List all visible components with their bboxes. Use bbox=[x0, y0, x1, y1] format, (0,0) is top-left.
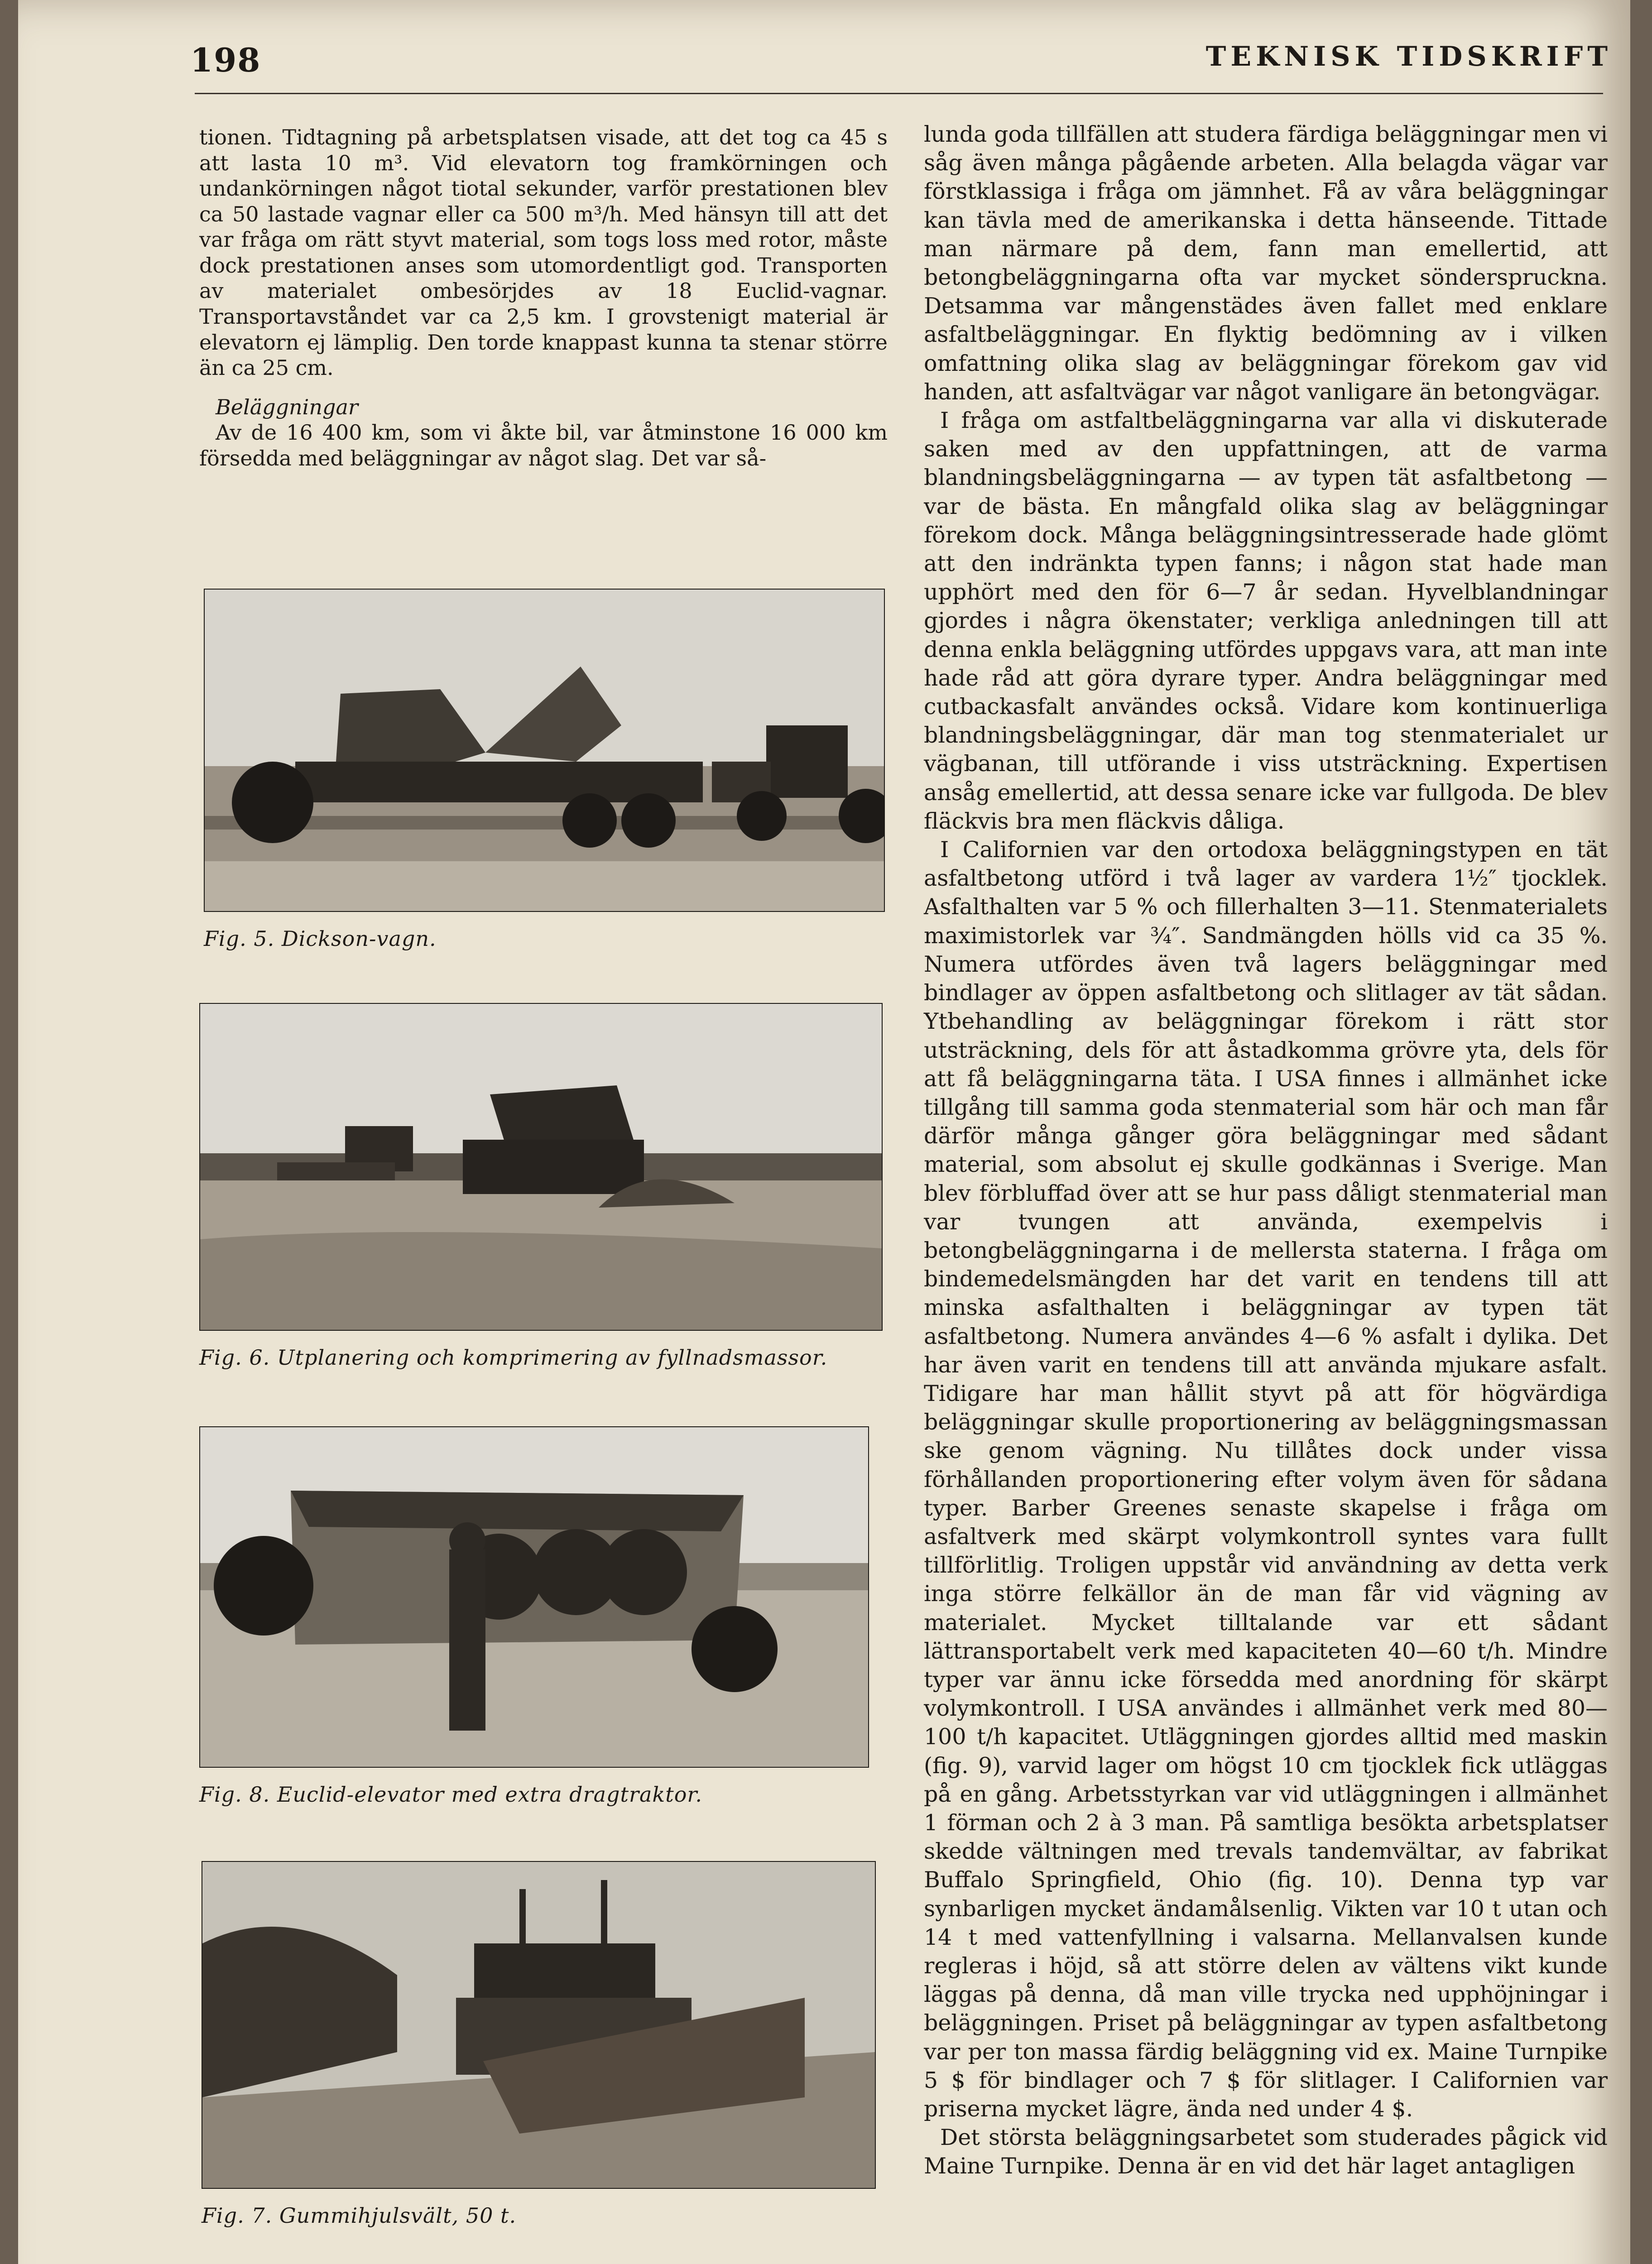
figure-8-photo bbox=[199, 1426, 869, 1768]
header-rule bbox=[195, 93, 1603, 94]
euclid-elevator-illustration bbox=[200, 1427, 868, 1767]
right-column bbox=[924, 120, 1608, 2181]
figure-6 bbox=[199, 1003, 883, 1370]
dickson-wagon-illustration bbox=[205, 590, 884, 911]
figure-5-caption: Fig. 5. Dickson-vagn. bbox=[204, 926, 437, 951]
figure-7 bbox=[202, 1861, 876, 2228]
right-paragraph-3: I Californien var den ortodoxa beläggningstypen en tät asfaltbetong utförd i två lager av vardera 1½″ tjocklek. Asfalthalten var 5 % och fillerhalten 3—11. Stenmaterialets maximistorlek var ¾″. Sandmängden hölls vid ca 35 %. Numera utfördes även två lagers beläggningar med bindlager av öppen asfaltbetong och slitlager av tät sådan. Ytbehandling av beläggningar förekom i rätt stor utsträckning, dels för att åstadkomma grövre yta, dels för att få beläggningarna täta. I USA finnes i allmänhet icke tillgång till samma goda stenmaterial som här och man får därför många gånger göra beläggningar med sådant material, som absolut ej skulle godkännas i Sverige. Man blev förbluffad över att se hur pass dåligt stenmaterial man var tvungen att använda, exempelvis i betongbeläggningarna i de mellersta staterna. I fråga om bindemedelsmängden har det varit en tendens till att minska asfalthalten i beläggningar av typen tät asfaltbetong. Numera användes 4—6 % asfalt i dylika. Det har även varit en tendens till att använda mjukare asfalt. Tidigare har man hållit styvt på att för högvärdiga beläggningar skulle proportionering av beläggningsmassan ske genom vägning. Nu tillåtes dock under vissa förhållanden proportionering efter volym även för sådana typer. Barber Greenes senaste skapelse i fråga om asfaltverk med skärpt volymkontroll syntes vara fullt tillförlitlig. Troligen uppstår vid användning av detta verk inga större felkällor än de man får vid vägning av materialet. Mycket tilltalande var ett sådant lättransportabelt verk med kapaciteten 40—60 t/h. Mindre typer var ännu icke försedda med anordning för skärpt volymkontroll. I USA användes i allmänhet verk med 80—100 t/h kapacitet. Utläggningen gjordes alltid med maskin (fig. 9), varvid lager om högst 10 cm tjocklek fick utläggas på en gång. Arbetsstyrkan var vid utläggningen i allmänhet 1 förman och 2 à 3 man. På samtliga besökta arbetsplatser skedde vältningen med trevals tandemvältar, av fabrikat Buffalo Springfield, Ohio (fig. 10). Denna typ var synbarligen mycket ändamålsenlig. Vikten var 10 t utan och 14 t med vattenfyllning i valsarna. Mellanvalsen kunde regleras i höjd, så att större delen av vältens vikt kunde läggas på denna, då man ville trycka ned upphöjningar i beläggningen. Priset på beläggningar av typen asfaltbetong var per ton massa färdig beläggning vid ex. Maine Turnpike 5 $ för bindlager och 7 $ för slitlager. I Californien var priserna mycket lägre, ända ned under 4 $. bbox=[924, 837, 1608, 2122]
figure-8 bbox=[199, 1426, 869, 1807]
left-paragraph-2: Av de 16 400 km, som vi åkte bil, var åtminstone 16 000 km försedda med beläggningar av något slag. Det var så- bbox=[199, 420, 888, 470]
figure-7-caption: Fig. 7. Gummihjulsvält, 50 t. bbox=[202, 2203, 517, 2228]
right-paragraph-2: I fråga om astfaltbeläggningarna var alla vi diskuterade saken med av den uppfattningen, att de varma blandningsbeläggningarna — av typen tät asfaltbetong — var de bästa. En mångfald olika slag av beläggningar förekom dock. Många beläggningsintresserade hade glömt att den indränkta typen fanns; i någon stat hade man upphört med den för 6—7 år sedan. Hyvelblandningar gjordes i några ökenstater; verkliga anledningen till att denna enkla beläggning utfördes uppgavs vara, att man inte hade råd att göra dyrare typer. Andra beläggningar med cutbackasfalt användes också. Vidare kom kontinuerliga blandningsbeläggningar, där man tog stenmaterialet ur vägbanan, till utförande i viss utsträckning. Expertisen ansåg emellertid, att dessa senare icke var fullgoda. De blev fläckvis bra men fläckvis dåliga. bbox=[924, 408, 1608, 834]
page-header bbox=[190, 41, 1612, 82]
figure-5 bbox=[204, 589, 885, 951]
page-number: 198 bbox=[190, 41, 261, 79]
rubber-tired-roller-illustration bbox=[202, 1862, 875, 2188]
figure-5-photo bbox=[204, 589, 885, 912]
right-paragraph-1: lunda goda tillfällen att studera färdiga beläggningar men vi såg även många pågående arbeten. Alla belagda vägar var förstklassiga i fråga om jämnhet. Få av våra beläggningar kan tävla med de amerikanska i detta hänseende. Tittade man närmare på dem, fann man emellertid, att betongbeläggningarna ofta var mycket sönderspruckna. Detsamma var mångenstädes även fallet med enklare asfaltbeläggningar. En flyktig bedömning av i vilken omfattning olika slag av beläggningar förekom gav vid handen, att asfaltvägar var något vanligare än betongvägar. bbox=[924, 121, 1608, 405]
figure-7-photo bbox=[202, 1861, 876, 2189]
figure-6-caption: Fig. 6. Utplanering och komprimering av fyllnadsmassor. bbox=[199, 1345, 828, 1370]
journal-title: TEKNISK TIDSKRIFT bbox=[1205, 41, 1612, 72]
figure-8-caption: Fig. 8. Euclid-elevator med extra dragtraktor. bbox=[199, 1782, 702, 1807]
grading-illustration bbox=[200, 1004, 882, 1330]
section-heading: Beläggningar bbox=[216, 394, 358, 419]
left-column bbox=[199, 125, 888, 471]
right-paragraph-4: Det största beläggningsarbetet som studerades pågick vid Maine Turnpike. Denna är en vid det här laget antagligen bbox=[924, 2125, 1608, 2179]
figure-6-photo bbox=[199, 1003, 883, 1331]
journal-page bbox=[18, 0, 1630, 2264]
left-paragraph-1: tionen. Tidtagning på arbetsplatsen visade, att det tog ca 45 s att lasta 10 m³. Vid elevatorn tog framkörningen och undankörningen något tiotal sekunder, varför prestationen blev ca 50 lastade vagnar eller ca 500 m³/h. Med hänsyn till att det var fråga om rätt styvt material, som togs loss med rotor, måste dock prestationen anses som utomordentligt god. Transporten av materialet ombesörjdes av 18 Euclid-vagnar. Transportavståndet var ca 2,5 km. I grovstenigt material är elevatorn ej lämplig. Den torde knappast kunna ta stenar större än ca 25 cm. bbox=[199, 125, 888, 380]
